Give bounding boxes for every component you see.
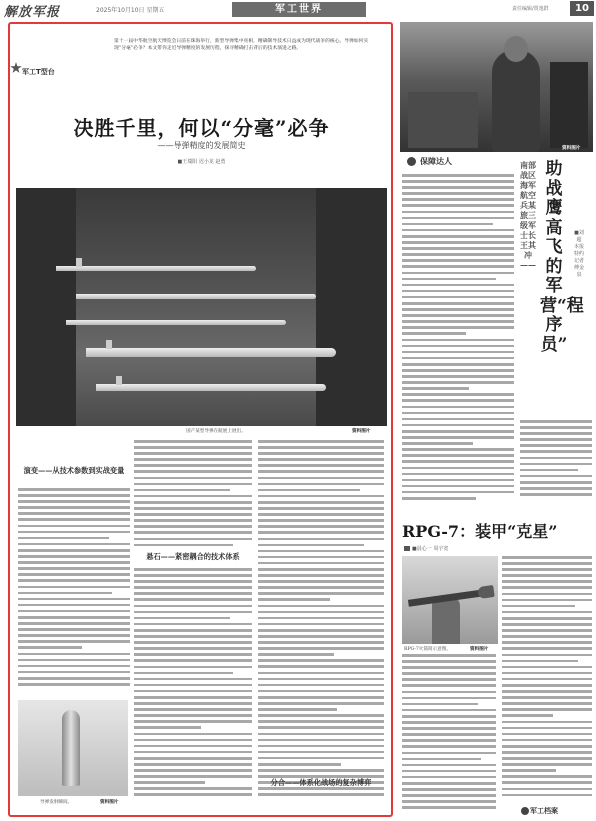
column-badge-icon [407,157,416,166]
byline-marker-icon [404,546,410,551]
small-photo-caption: 导弹发射瞬间。 [40,800,73,805]
side-body-col-1 [402,174,514,504]
rpg-byline: ■晨心一 周宇宽 [412,546,449,552]
masthead [0,0,596,18]
rpg-headline: RPG-7：装甲“克星” [402,522,558,541]
section-tab: 军工世界 [232,2,366,17]
rpg-body-col-2 [502,556,592,800]
main-photo-source: 资料图片 [352,429,371,434]
section-title-1: 演变——从技术参数到实战变量 [23,466,125,475]
main-photo-caption: 国产某型导弹在航展上展出。 [186,429,246,434]
publication-date: 2025年10月10日 星期五 [96,7,165,14]
archive-badge-icon [521,807,529,815]
soldier-photo [400,22,593,152]
page-number: 10 [570,1,594,16]
editor-info: 责任编辑/贾逸群 [512,6,549,12]
rpg-body-col-1 [402,654,496,816]
vertical-kicker: 南部战区海军航空兵某旅三级军士长王其冲—— [520,160,536,270]
column-kicker: 军工T型台 [22,68,55,76]
section-title-2: 悬石——紧密耦合的技术体系 [146,552,240,561]
main-byline: ■王瑞阳 迟小龙 赵勇 [177,159,226,165]
article-body-col-3 [258,440,384,804]
small-photo-source: 资料图片 [100,800,119,805]
rpg-photo [402,556,498,644]
section-title-3: 分合——体系化战场的复杂博弈 [270,778,372,787]
rpg-photo-source: 资料图片 [470,647,489,652]
paper-name: 解放军报 [4,5,61,20]
vertical-byline: ■刘超 本报特约记者 傅金泉 [574,230,585,278]
archive-badge: 军工档案 [530,807,558,815]
soldier-photo-source: 资料图片 [562,146,581,151]
side-body-col-2 [520,420,592,502]
article-body-col-2 [134,440,252,552]
missile-display-photo [16,188,387,426]
article-lead: 第十一届中华航空航天博览会日前在珠海举行，新型导弹集中亮相，精确制导技术日益成为现代战争的核心。导弹如何实现“分毫”必争？本文带你走近导弹精度的发展历程，探寻精确打击背后的技术演进之路。 [114,39,369,51]
rpg-photo-caption: RPG-7火箭筒示意图。 [404,647,451,652]
vertical-headline: 助战鹰高飞的军营“程序员” [540,159,584,355]
article-body-col-1 [18,488,130,693]
rocket-launch-photo [18,700,128,796]
column-label: 保障达人 [420,157,452,166]
main-headline: 决胜千里，何以“分毫”必争 [73,116,330,140]
article-body-col-2b [134,568,252,804]
main-subheadline: ——导弹精度的发展简史 [157,141,246,150]
